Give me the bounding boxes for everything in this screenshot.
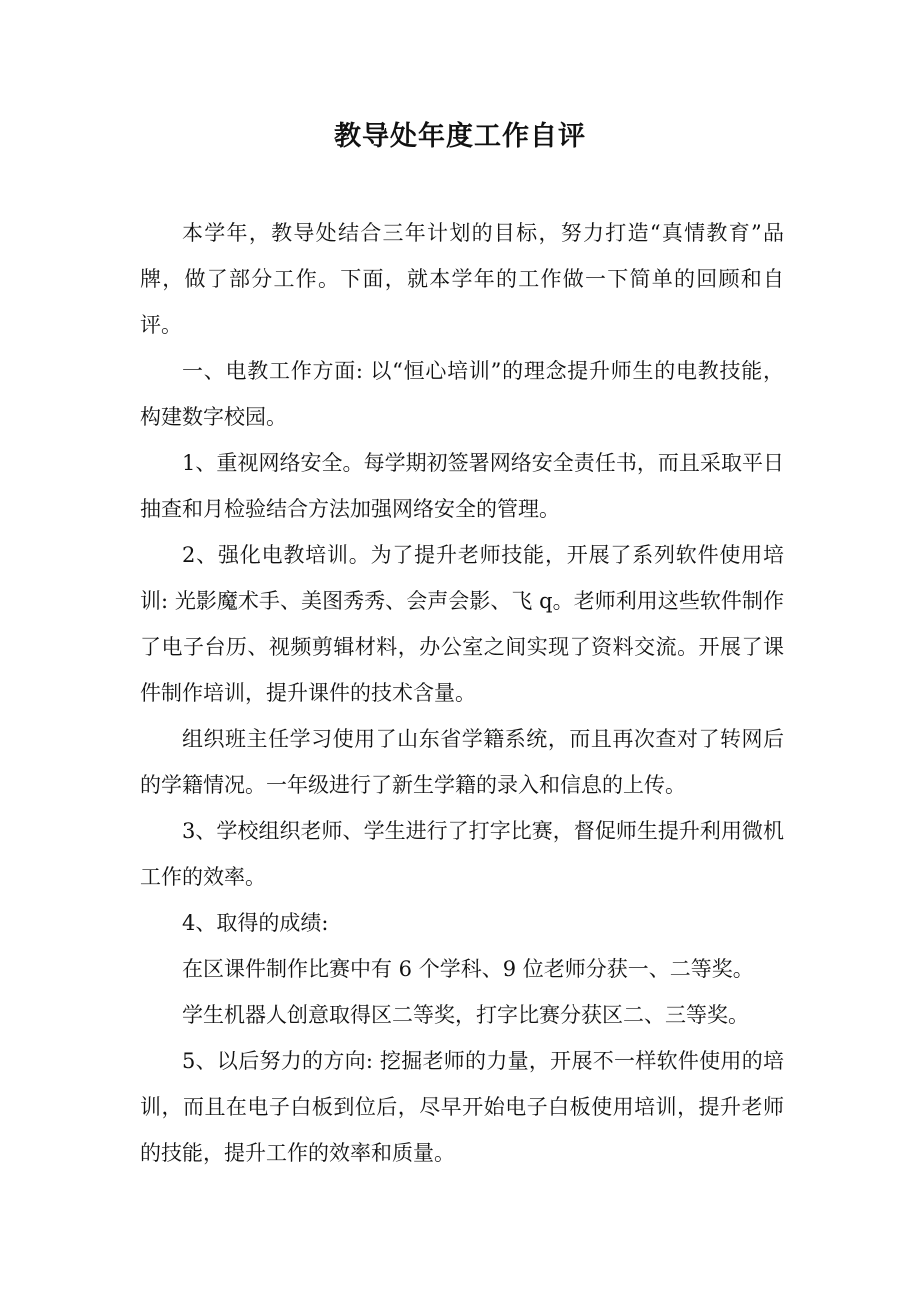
item-student-records: 组织班主任学习使用了山东省学籍系统，而且再次查对了转网后的学籍情况。一年级进行了新生学籍的录入和信息的上传。 <box>140 727 784 797</box>
achievement-courseware: 在区课件制作比赛中有 6 个学科、9 位老师分获一、二等奖。 <box>182 957 754 981</box>
document-body <box>140 210 784 1176</box>
item-future-direction: 5、以后努力的方向: 挖掘老师的力量，开展不一样软件使用的培训，而且在电子白板到位后，尽早开始电子白板使用培训，提升老师的技能，提升工作的效率和质量。 <box>140 1049 784 1165</box>
item-network-security: 1、重视网络安全。每学期初签署网络安全责任书，而且采取平日抽查和月检验结合方法加强网络安全的管理。 <box>140 451 784 521</box>
achievement-robot-typing: 学生机器人创意取得区二等奖，打字比赛分获区二、三等奖。 <box>182 1003 749 1027</box>
item-typing-contest: 3、学校组织老师、学生进行了打字比赛，督促师生提升利用微机工作的效率。 <box>140 819 784 889</box>
item-achievements-heading: 4、取得的成绩: <box>182 911 329 935</box>
item-training: 2、强化电教培训。为了提升老师技能，开展了系列软件使用培训: 光影魔术手、美图秀秀、会声会影、飞 q。老师利用这些软件制作了电子台历、视频剪辑材料，办公室之间实现了资料交流。开展了课件制作培训，提升课件的技术含量。 <box>140 543 784 705</box>
document-title: 教导处年度工作自评 <box>334 121 586 152</box>
intro-paragraph: 本学年，教导处结合三年计划的目标，努力打造“真情教育”品牌，做了部分工作。下面，就本学年的工作做一下简单的回顾和自评。 <box>140 221 784 337</box>
section-heading-1: 一、电教工作方面: 以“恒心培训”的理念提升师生的电教技能，构建数字校园。 <box>140 359 784 429</box>
